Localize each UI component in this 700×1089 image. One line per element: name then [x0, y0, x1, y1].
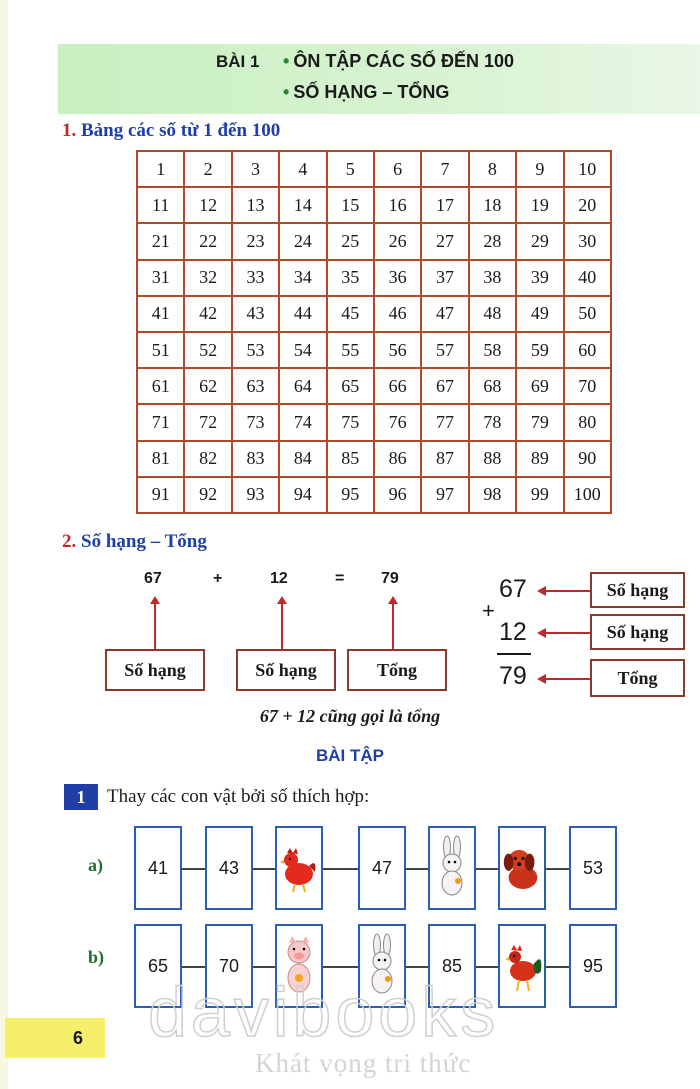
section-1-number: 1.	[62, 120, 77, 141]
sequence-number-box: 70	[205, 924, 253, 1008]
sequence-number-box: 95	[569, 924, 617, 1008]
grid-cell: 23	[232, 223, 279, 259]
grid-cell: 61	[137, 368, 184, 404]
row-a-label: a)	[88, 855, 103, 875]
grid-cell: 9	[516, 151, 563, 187]
grid-cell: 55	[327, 332, 374, 368]
grid-cell: 50	[564, 296, 611, 332]
equation-equals: =	[335, 570, 345, 587]
arrow-line	[545, 632, 590, 634]
grid-cell: 21	[137, 223, 184, 259]
section-1-title	[62, 120, 280, 142]
label-addend-2: Số hạng	[236, 649, 336, 691]
dog-icon	[498, 826, 546, 910]
grid-row	[137, 404, 611, 440]
sum-caption: 67 + 12 cũng gọi là tổng	[259, 706, 441, 726]
grid-cell: 98	[469, 477, 516, 513]
grid-cell: 32	[184, 260, 231, 296]
grid-cell: 22	[184, 223, 231, 259]
rabbit-icon	[428, 826, 476, 910]
page-edge	[0, 0, 8, 1089]
grid-cell: 56	[374, 332, 421, 368]
grid-cell: 78	[469, 404, 516, 440]
grid-cell: 42	[184, 296, 231, 332]
grid-row	[137, 187, 611, 223]
grid-cell: 80	[564, 404, 611, 440]
sequence-number-box: 43	[205, 826, 253, 910]
arrow-line	[545, 678, 590, 680]
grid-cell: 24	[279, 223, 326, 259]
grid-cell: 57	[421, 332, 468, 368]
label-addend-1: Số hạng	[105, 649, 205, 691]
page-number: 6	[5, 1018, 105, 1058]
grid-row	[137, 477, 611, 513]
grid-cell: 53	[232, 332, 279, 368]
grid-cell: 8	[469, 151, 516, 187]
sequence-number-box: 47	[358, 826, 406, 910]
grid-cell: 97	[421, 477, 468, 513]
grid-cell: 88	[469, 441, 516, 477]
equation-addend-2: 12	[270, 570, 288, 587]
grid-cell: 46	[374, 296, 421, 332]
grid-cell: 17	[421, 187, 468, 223]
lesson-topic-1	[283, 51, 514, 72]
grid-cell: 16	[374, 187, 421, 223]
grid-cell: 37	[421, 260, 468, 296]
section-2-title-text: Số hạng – Tổng	[81, 531, 207, 552]
arrow-line	[545, 590, 590, 592]
grid-cell: 36	[374, 260, 421, 296]
number-grid	[136, 150, 612, 514]
grid-cell: 73	[232, 404, 279, 440]
arrow-line	[154, 603, 156, 649]
grid-cell: 89	[516, 441, 563, 477]
grid-row	[137, 223, 611, 259]
section-2-number: 2.	[62, 531, 77, 552]
grid-cell: 82	[184, 441, 231, 477]
grid-cell: 41	[137, 296, 184, 332]
grid-cell: 51	[137, 332, 184, 368]
grid-cell: 60	[564, 332, 611, 368]
grid-cell: 75	[327, 404, 374, 440]
exercises-heading: BÀI TẬP	[316, 746, 384, 765]
grid-row	[137, 368, 611, 404]
grid-cell: 26	[374, 223, 421, 259]
grid-cell: 38	[469, 260, 516, 296]
lesson-topic-1-text: ÔN TẬP CÁC SỐ ĐẾN 100	[293, 51, 515, 71]
grid-cell: 91	[137, 477, 184, 513]
grid-cell: 45	[327, 296, 374, 332]
exercise-1-badge: 1	[64, 784, 98, 810]
grid-cell: 66	[374, 368, 421, 404]
grid-cell: 81	[137, 441, 184, 477]
label-total: Tổng	[347, 649, 447, 691]
grid-cell: 15	[327, 187, 374, 223]
grid-cell: 13	[232, 187, 279, 223]
grid-cell: 20	[564, 187, 611, 223]
arrow-line	[392, 603, 394, 649]
column-label-addend-2: Số hạng	[590, 614, 685, 650]
grid-cell: 25	[327, 223, 374, 259]
grid-row	[137, 332, 611, 368]
grid-cell: 34	[279, 260, 326, 296]
grid-cell: 14	[279, 187, 326, 223]
grid-cell: 28	[469, 223, 516, 259]
grid-cell: 7	[421, 151, 468, 187]
grid-cell: 87	[421, 441, 468, 477]
column-addend-1: 67	[499, 575, 527, 603]
grid-cell: 63	[232, 368, 279, 404]
column-plus: +	[482, 598, 495, 623]
column-label-total: Tổng	[590, 659, 685, 697]
grid-cell: 33	[232, 260, 279, 296]
sequence-number-box: 41	[134, 826, 182, 910]
grid-cell: 40	[564, 260, 611, 296]
grid-cell: 77	[421, 404, 468, 440]
lesson-topic-2	[283, 82, 449, 103]
slogan: Khát vọng tri thức	[255, 1048, 472, 1078]
grid-cell: 79	[516, 404, 563, 440]
grid-cell: 76	[374, 404, 421, 440]
grid-cell: 31	[137, 260, 184, 296]
grid-cell: 6	[374, 151, 421, 187]
grid-cell: 3	[232, 151, 279, 187]
grid-cell: 92	[184, 477, 231, 513]
column-label-addend-1: Số hạng	[590, 572, 685, 608]
grid-cell: 48	[469, 296, 516, 332]
grid-cell: 68	[469, 368, 516, 404]
grid-cell: 69	[516, 368, 563, 404]
equation-plus: +	[213, 570, 223, 587]
grid-row	[137, 441, 611, 477]
grid-cell: 29	[516, 223, 563, 259]
sequence-number-box: 85	[428, 924, 476, 1008]
grid-cell: 47	[421, 296, 468, 332]
grid-cell: 96	[374, 477, 421, 513]
grid-cell: 62	[184, 368, 231, 404]
bullet-icon: •	[283, 82, 290, 102]
grid-cell: 19	[516, 187, 563, 223]
watermark: davibooks	[148, 973, 500, 1051]
grid-cell: 44	[279, 296, 326, 332]
sequence-number-box: 53	[569, 826, 617, 910]
grid-cell: 74	[279, 404, 326, 440]
grid-cell: 59	[516, 332, 563, 368]
grid-cell: 10	[564, 151, 611, 187]
grid-cell: 49	[516, 296, 563, 332]
grid-cell: 86	[374, 441, 421, 477]
grid-cell: 100	[564, 477, 611, 513]
grid-cell: 93	[232, 477, 279, 513]
hen-icon	[275, 826, 323, 910]
grid-cell: 95	[327, 477, 374, 513]
grid-cell: 67	[421, 368, 468, 404]
bullet-icon: •	[283, 51, 290, 71]
row-b-label: b)	[88, 947, 105, 967]
grid-cell: 43	[232, 296, 279, 332]
grid-cell: 94	[279, 477, 326, 513]
grid-cell: 27	[421, 223, 468, 259]
arrow-line	[281, 603, 283, 649]
grid-cell: 58	[469, 332, 516, 368]
grid-cell: 39	[516, 260, 563, 296]
lesson-header	[58, 44, 700, 114]
grid-cell: 18	[469, 187, 516, 223]
lesson-topic-2-text: SỐ HẠNG – TỔNG	[293, 82, 450, 102]
grid-cell: 90	[564, 441, 611, 477]
grid-cell: 2	[184, 151, 231, 187]
grid-cell: 83	[232, 441, 279, 477]
grid-row	[137, 260, 611, 296]
grid-cell: 84	[279, 441, 326, 477]
sequence-number-box: 65	[134, 924, 182, 1008]
column-addend-2: 12	[499, 618, 527, 646]
grid-cell: 30	[564, 223, 611, 259]
grid-cell: 71	[137, 404, 184, 440]
grid-cell: 35	[327, 260, 374, 296]
grid-cell: 85	[327, 441, 374, 477]
equation-addend-1: 67	[144, 570, 162, 587]
grid-cell: 11	[137, 187, 184, 223]
grid-cell: 72	[184, 404, 231, 440]
grid-cell: 4	[279, 151, 326, 187]
column-sum: 79	[499, 662, 527, 690]
grid-cell: 52	[184, 332, 231, 368]
grid-cell: 1	[137, 151, 184, 187]
grid-row	[137, 151, 611, 187]
grid-row	[137, 296, 611, 332]
grid-cell: 70	[564, 368, 611, 404]
column-sum-line	[497, 653, 531, 655]
grid-cell: 54	[279, 332, 326, 368]
grid-cell: 99	[516, 477, 563, 513]
lesson-number: BÀI 1	[216, 52, 260, 71]
exercise-1-instruction: Thay các con vật bởi số thích hợp:	[107, 786, 370, 807]
grid-cell: 64	[279, 368, 326, 404]
grid-cell: 5	[327, 151, 374, 187]
grid-cell: 65	[327, 368, 374, 404]
section-1-title-text: Bảng các số từ 1 đến 100	[81, 120, 281, 141]
equation-sum: 79	[381, 570, 399, 587]
rooster-icon	[498, 924, 546, 1008]
section-2-title	[62, 531, 207, 553]
grid-cell: 12	[184, 187, 231, 223]
